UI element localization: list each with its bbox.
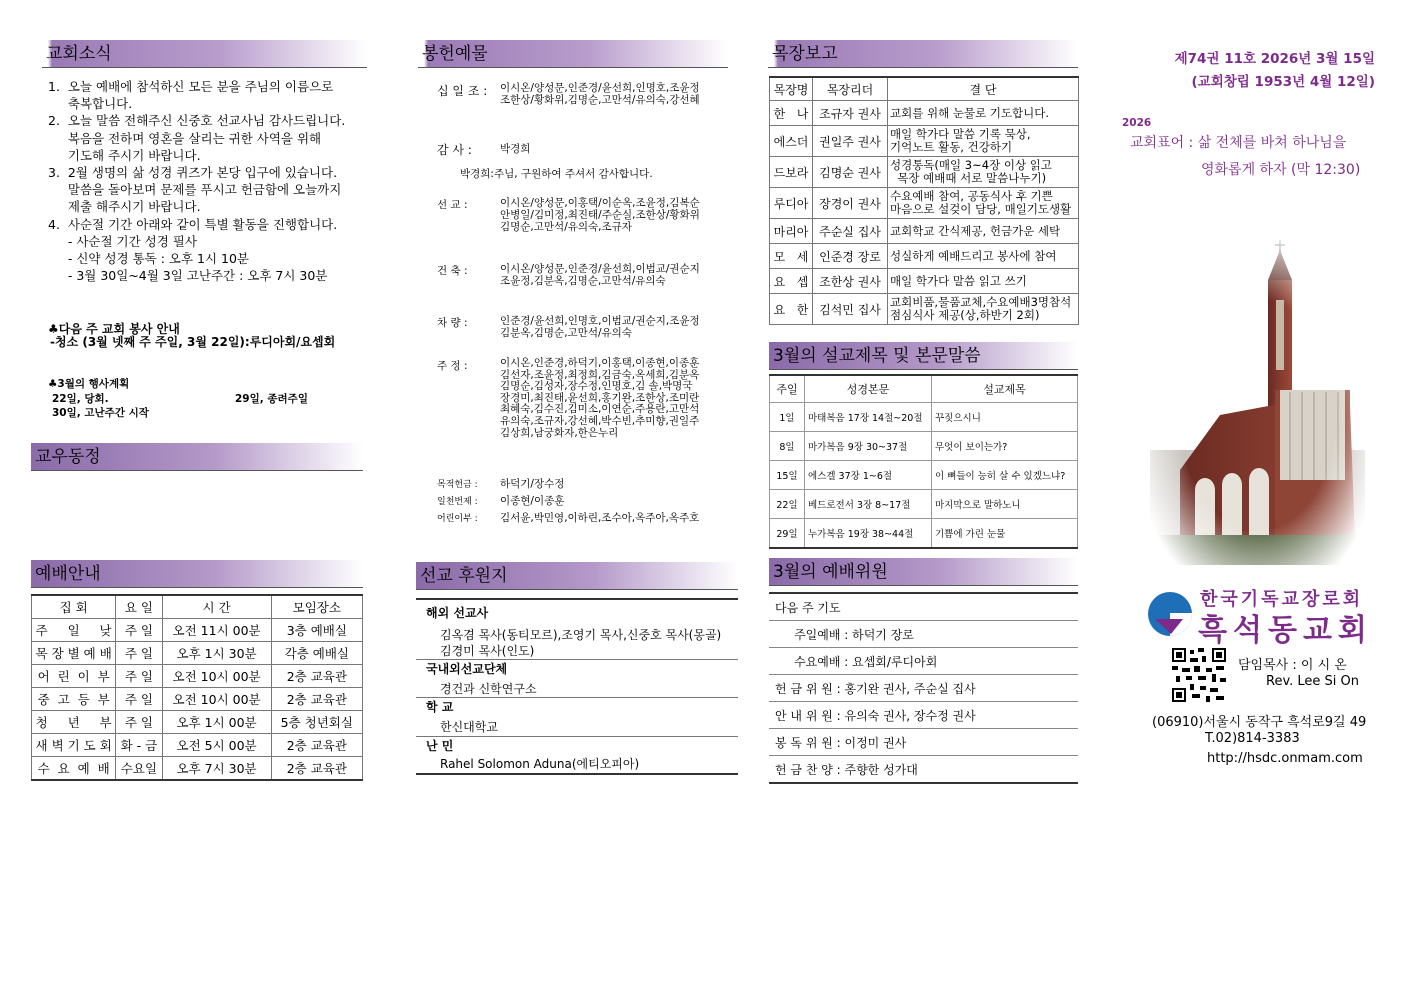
table-row xyxy=(770,188,1079,219)
mokjang-header-cell: 목장리더 xyxy=(813,77,888,101)
denomination-name: 한국기독교장로회 xyxy=(1200,589,1364,610)
worship-header-cell: 집 회 xyxy=(32,595,116,619)
sermon-passage: 베드로전서 3장 8~17절 xyxy=(805,490,932,519)
decision-line: 수요예배 참여, 공동식사 후 기쁜 xyxy=(890,189,1053,203)
sermon-date: 1일 xyxy=(770,403,805,432)
sermon-passage: 마태복음 17장 14절~20절 xyxy=(805,403,932,432)
decision-line: 기억노트 활동, 건강하기 xyxy=(890,140,1013,154)
worship-cell: 주 일 xyxy=(116,711,162,734)
mission-domestic-heading: 국내외선교단체 xyxy=(426,662,508,676)
table-row xyxy=(770,269,1079,294)
table-row xyxy=(769,593,1078,621)
mokjang-decision xyxy=(888,101,1079,126)
table-row xyxy=(32,665,363,688)
motto-year: 2026 xyxy=(1122,117,1152,129)
sermon-table-header xyxy=(770,375,1078,403)
table-row xyxy=(32,642,363,665)
news-line: 복음을 전하며 영혼을 살리는 귀한 사역을 위해 xyxy=(48,130,322,146)
offering-name-line: 유의숙,조규자,강선혜,박수빈,추미향,권일주 xyxy=(500,414,700,427)
table-row xyxy=(770,490,1078,519)
worship-cell: 청 년 부 xyxy=(32,711,116,734)
table-row xyxy=(32,688,363,711)
events-item-29: 29일, 종려주일 xyxy=(235,393,308,405)
mokjang-decision xyxy=(888,188,1079,219)
mokjang-leader: 김명순 권사 xyxy=(813,157,888,188)
mission-overseas-line2: 김경미 목사(인도) xyxy=(440,644,535,658)
building-label: 건 축 : xyxy=(437,265,468,277)
decision-line: 목장 예배때 서로 말씀나누기) xyxy=(890,171,1047,185)
table-row xyxy=(769,729,1078,756)
worship-cell: 오전 10시 00분 xyxy=(162,688,271,711)
decision-line: 성경통독(매일 3~4장 이상 읽고 xyxy=(890,158,1052,172)
worship-cell: 어 린 이 부 xyxy=(32,665,116,688)
news-list xyxy=(48,78,378,284)
events-title: ♣3월의 행사계획 xyxy=(48,378,130,390)
qr-code-icon xyxy=(1172,648,1226,702)
offering-name-line: 장경미,최진태,윤선희,홍기완,조한상,조미란 xyxy=(500,391,700,404)
news-line: 축복합니다. xyxy=(48,96,133,112)
mokjang-name: 모 세 xyxy=(770,244,813,269)
issue-line-1: 제74권 11호 2026년 3월 15일 xyxy=(1174,51,1375,67)
officer-line: 헌 금 찬 양 : 주향한 성가대 xyxy=(769,756,1078,784)
sermon-date: 22일 xyxy=(770,490,805,519)
officer-line: 주일예배 : 하덕기 장로 xyxy=(769,621,1078,648)
news-line: 2. 오늘 말씀 전해주신 신중호 선교사님 감사드립니다. xyxy=(48,113,346,129)
motto-line-2: 영화롭게 하자 (막 12:30) xyxy=(1201,162,1361,178)
news-line: 1. 오늘 예배에 참석하신 모든 분을 주님의 이름으로 xyxy=(48,79,334,94)
worship-cell: 주 일 xyxy=(116,642,162,665)
mokjang-leader: 조규자 권사 xyxy=(813,101,888,126)
offering-name-line: 최혜숙,김수진,김미소,이연순,주용란,고만석 xyxy=(500,403,700,416)
mokjang-leader: 김석민 집사 xyxy=(813,294,888,325)
sermon-table xyxy=(769,374,1078,549)
mokjang-leader: 주순실 집사 xyxy=(813,219,888,244)
table-row xyxy=(770,519,1078,549)
worship-cell: 수 요 예 배 xyxy=(32,757,116,781)
pastor-korean: 담임목사 : 이 시 온 xyxy=(1238,658,1347,673)
news-line: 말씀을 돌아보며 문제를 푸시고 헌금함에 오늘까지 xyxy=(48,182,342,198)
mokjang-heading: 목장보고 xyxy=(768,40,1078,68)
thousand-label: 일천번제 : xyxy=(437,497,478,507)
mission-box xyxy=(416,598,738,775)
worship-cell: 새 벽 기 도 회 xyxy=(32,734,116,757)
mokjang-name: 마리아 xyxy=(770,219,813,244)
sermon-date: 8일 xyxy=(770,432,805,461)
offering-name-line: 김명순,김성자,장수정,인명호,김 솔,박명국 xyxy=(500,380,693,393)
sermon-passage: 에스겔 37장 1~6절 xyxy=(805,461,932,490)
mission-domestic-line: 경건과 신학연구소 xyxy=(440,682,537,696)
offering-heading: 봉헌예물 xyxy=(418,40,728,68)
church-building-image xyxy=(1140,240,1375,590)
officer-line: 수요예배 : 요셉회/루디아회 xyxy=(769,648,1078,675)
events-item-30: 30일, 고난주간 시작 xyxy=(52,407,149,419)
sermon-title: 꾸짖으시니 xyxy=(932,403,1078,432)
sermon-heading: 3월의 설교제목 및 본문말씀 xyxy=(769,342,1078,370)
offering-name-line: 김선자,조윤정,최정희,김금숙,옥세희,김분옥 xyxy=(500,368,700,381)
mokjang-name: 한 나 xyxy=(770,101,813,126)
offering-name-line: 조한상/황화위,김명순,고만석/유의숙,강선혜 xyxy=(500,94,700,106)
pastor-english: Rev. Lee Si On xyxy=(1266,674,1360,689)
mokjang-header-cell: 결 단 xyxy=(888,77,1079,101)
decision-line: 매일 학가다 말씀 기록 묵상, xyxy=(890,127,1031,141)
worship-cell: 5층 청년회실 xyxy=(271,711,362,734)
sermon-passage: 누가복음 19장 38~44절 xyxy=(805,519,932,549)
table-row xyxy=(770,244,1079,269)
mokjang-name: 드보라 xyxy=(770,157,813,188)
news-line: - 사순절 기간 성경 필사 xyxy=(48,233,197,249)
offering-name-line: 이시온/양성문,이홍택/이순옥,조윤정,김복순 xyxy=(500,197,700,209)
news-line: 4. 사순절 기간 아래와 같이 특별 활동을 진행합니다. xyxy=(48,216,338,232)
sermon-title: 무엇이 보이는가? xyxy=(932,432,1078,461)
sermon-passage: 마가복음 9장 30~37절 xyxy=(805,432,932,461)
decision-line: 마음으로 설겆이 담당, 매일기도생활 xyxy=(890,202,1072,216)
table-row xyxy=(770,432,1078,461)
mission-refugee-heading: 난 민 xyxy=(426,739,454,753)
table-row xyxy=(769,621,1078,648)
mokjang-decision xyxy=(888,157,1079,188)
thanks-note: 박경희:주님, 구원하여 주셔서 감사합니다. xyxy=(460,168,653,180)
worship-cell: 3층 예배실 xyxy=(271,619,362,642)
table-row xyxy=(770,461,1078,490)
news-line: 제출 해주시기 바랍니다. xyxy=(48,199,201,215)
news-line: - 신약 성경 통독 : 오후 1시 10분 xyxy=(48,251,250,267)
table-row xyxy=(769,756,1078,784)
members-heading: 교우동정 xyxy=(31,443,363,471)
worship-header-cell: 요 일 xyxy=(116,595,162,619)
worship-cell: 오전 10시 00분 xyxy=(162,665,271,688)
service-notice-line: -청소 (3월 넷째 주 주일, 3월 22일):루디아회/요셉회 xyxy=(50,335,336,349)
mission-school-heading: 학 교 xyxy=(426,700,454,714)
purpose-value: 하덕기/장수정 xyxy=(500,478,565,490)
officer-line: 헌 금 위 원 : 홍기완 권사, 주순실 집사 xyxy=(769,675,1078,702)
mission-offering-list xyxy=(500,197,700,233)
issue-line-2: (교회창립 1953년 4월 12일) xyxy=(1191,74,1375,90)
offering-name-line: 인준경/윤선희,인명호,이범교/권순지,조윤정 xyxy=(500,315,700,327)
news-line: 기도해 주시기 바랍니다. xyxy=(48,147,201,163)
decision-line: 교회학교 간식제공, 헌금가운 세탁 xyxy=(890,223,1061,238)
sermon-title: 이 뼈들이 능히 살 수 있겠느냐? xyxy=(932,461,1078,490)
worship-header-cell: 모임장소 xyxy=(271,595,362,619)
mokjang-leader: 권일주 권사 xyxy=(813,126,888,157)
offering-name-line: 이시온/양성문,인준경/윤선희,이범교/권순지 xyxy=(500,263,700,275)
table-row xyxy=(769,675,1078,702)
table-row xyxy=(769,702,1078,729)
denomination-logo-icon xyxy=(1147,591,1193,637)
sermon-date: 15일 xyxy=(770,461,805,490)
children-label: 어린이부 : xyxy=(437,514,478,524)
worship-table xyxy=(31,594,363,781)
table-row xyxy=(770,219,1079,244)
mokjang-table xyxy=(769,76,1079,325)
church-website-link[interactable]: http://hsdc.onmam.com xyxy=(1207,751,1363,766)
worship-cell: 오전 5시 00분 xyxy=(162,734,271,757)
sermon-title: 기쁨에 가린 눈물 xyxy=(932,519,1078,549)
worship-cell: 수요일 xyxy=(116,757,162,781)
church-phone: T.02)814-3383 xyxy=(1205,731,1300,746)
decision-line: 매일 학가다 말씀 읽고 쓰기 xyxy=(890,273,1027,288)
worship-cell: 2층 교육관 xyxy=(271,665,362,688)
worship-cell: 주 일 xyxy=(116,665,162,688)
vehicle-list xyxy=(500,315,700,339)
thousand-value: 이종현/이종훈 xyxy=(500,495,565,507)
table-row xyxy=(32,619,363,642)
table-row xyxy=(770,403,1078,432)
table-row xyxy=(770,294,1079,325)
church-name: 흑석동교회 xyxy=(1198,613,1373,648)
mission-offering-label: 선 교 : xyxy=(437,199,468,211)
worship-cell: 오후 1시 30분 xyxy=(162,642,271,665)
table-row xyxy=(770,126,1079,157)
table-row xyxy=(32,757,363,781)
church-address: (06910)서울시 동작구 흑석로9길 49 xyxy=(1152,715,1367,730)
worship-cell: 각층 예배실 xyxy=(271,642,362,665)
officer-line: 다음 주 기도 xyxy=(769,593,1078,621)
table-row xyxy=(32,734,363,757)
worship-cell: 주 일 xyxy=(116,619,162,642)
service-notice-title: ♣다음 주 교회 봉사 안내 xyxy=(48,322,180,336)
offering-name-line: 김명순,고만석/유의숙,조규자 xyxy=(500,221,632,233)
table-row xyxy=(769,648,1078,675)
mokjang-decision xyxy=(888,219,1079,244)
officer-line: 안 내 위 원 : 유의숙 권사, 장수정 권사 xyxy=(769,702,1078,729)
sermon-header-cell: 주일 xyxy=(770,375,805,403)
officers-heading: 3월의 예배위원 xyxy=(769,558,1078,586)
mokjang-name: 에스더 xyxy=(770,126,813,157)
mokjang-decision xyxy=(888,269,1079,294)
worship-cell: 주 일 xyxy=(116,688,162,711)
decision-line: 교회비품,물품교체,수요예배3명참석 xyxy=(890,295,1072,309)
news-heading: 교회소식 xyxy=(42,40,367,68)
officers-table xyxy=(769,592,1078,784)
weekly-list xyxy=(500,358,699,439)
news-line: - 3월 30일~4월 3일 고난주간 : 오후 7시 30분 xyxy=(48,268,328,284)
worship-cell: 화 - 금 xyxy=(116,734,162,757)
decision-line: 점심식사 제공(상,하반기 2회) xyxy=(890,308,1040,322)
offering-name-line: 김분옥,김명순,고만석/유의숙 xyxy=(500,327,632,339)
mokjang-decision xyxy=(888,126,1079,157)
sermon-header-cell: 성경본문 xyxy=(805,375,932,403)
worship-cell: 오전 11시 00분 xyxy=(162,619,271,642)
worship-cell: 2층 교육관 xyxy=(271,688,362,711)
mokjang-name: 요 셉 xyxy=(770,269,813,294)
mokjang-leader: 장경이 권사 xyxy=(813,188,888,219)
worship-cell: 주 일 낮 xyxy=(32,619,116,642)
mokjang-leader: 조한상 권사 xyxy=(813,269,888,294)
mokjang-name: 루디아 xyxy=(770,188,813,219)
worship-cell: 중 고 등 부 xyxy=(32,688,116,711)
mokjang-header-cell: 목장명 xyxy=(770,77,813,101)
table-row xyxy=(770,157,1079,188)
decision-line: 성실하게 예배드리고 봉사에 참여 xyxy=(890,248,1057,263)
worship-cell: 오후 1시 00분 xyxy=(162,711,271,734)
decision-line: 교회를 위해 눈물로 기도합니다. xyxy=(890,105,1050,120)
offering-name-line: 이시온/양성문,인준경/윤선희,인명호,조윤정 xyxy=(500,82,700,94)
mission-heading: 선교 후원지 xyxy=(416,562,738,590)
offering-name-line: 김상희,남궁화자,한은누리 xyxy=(500,426,619,439)
mokjang-table-header xyxy=(770,77,1079,101)
motto-line-1: 교회표어 : 삶 전체를 바쳐 하나님을 xyxy=(1130,135,1347,151)
worship-cell: 오후 7시 30분 xyxy=(162,757,271,781)
table-row xyxy=(770,101,1079,126)
worship-header-cell: 시 간 xyxy=(162,595,271,619)
table-row xyxy=(32,711,363,734)
worship-table-header xyxy=(32,595,363,619)
mission-overseas-line1: 김옥겸 목사(동티모르),조영기 목사,신중호 목사(몽골) xyxy=(440,628,722,642)
vehicle-label: 차 량 : xyxy=(437,317,468,329)
mission-overseas-heading: 해외 선교사 xyxy=(426,606,489,620)
thanks-label: 감 사 : xyxy=(437,143,472,157)
building-list xyxy=(500,263,700,287)
offering-name-line: 안병일/김미정,최진태/주순실,조한상/황화위 xyxy=(500,209,700,221)
sermon-header-cell: 설교제목 xyxy=(932,375,1078,403)
purpose-label: 목적헌금 : xyxy=(437,480,478,490)
mokjang-decision xyxy=(888,244,1079,269)
mokjang-leader: 인준경 장로 xyxy=(813,244,888,269)
mokjang-decision xyxy=(888,294,1079,325)
offering-name-line: 이시온,인준경,하덕기,이홍택,이종현,이종훈 xyxy=(500,357,700,369)
tithe-list xyxy=(500,82,700,106)
worship-cell: 2층 교육관 xyxy=(271,757,362,781)
events-item-22: 22일, 당회. xyxy=(52,393,109,405)
sermon-date: 29일 xyxy=(770,519,805,549)
mission-refugee-line: Rahel Solomon Aduna(에티오피아) xyxy=(440,757,640,771)
mokjang-name: 요 한 xyxy=(770,294,813,325)
officer-line: 봉 독 위 원 : 이정미 권사 xyxy=(769,729,1078,756)
offering-name-line: 조윤정,김분옥,김명순,고만석/유의숙 xyxy=(500,275,666,287)
news-line: 3. 2월 생명의 삶 성경 퀴즈가 본당 입구에 있습니다. xyxy=(48,165,338,181)
tithe-label: 십 일 조 : xyxy=(437,84,488,98)
sermon-title: 마지막으로 말하노니 xyxy=(932,490,1078,519)
worship-cell: 목 장 별 예 배 xyxy=(32,642,116,665)
children-value: 김서윤,박민영,이하린,조수아,옥주아,옥주호 xyxy=(500,512,700,524)
weekly-label: 주 정 : xyxy=(437,360,468,372)
mission-school-line: 한신대학교 xyxy=(440,720,498,734)
thanks-value: 박경희 xyxy=(500,143,531,155)
worship-cell: 2층 교육관 xyxy=(271,734,362,757)
worship-heading: 예배안내 xyxy=(31,560,363,588)
